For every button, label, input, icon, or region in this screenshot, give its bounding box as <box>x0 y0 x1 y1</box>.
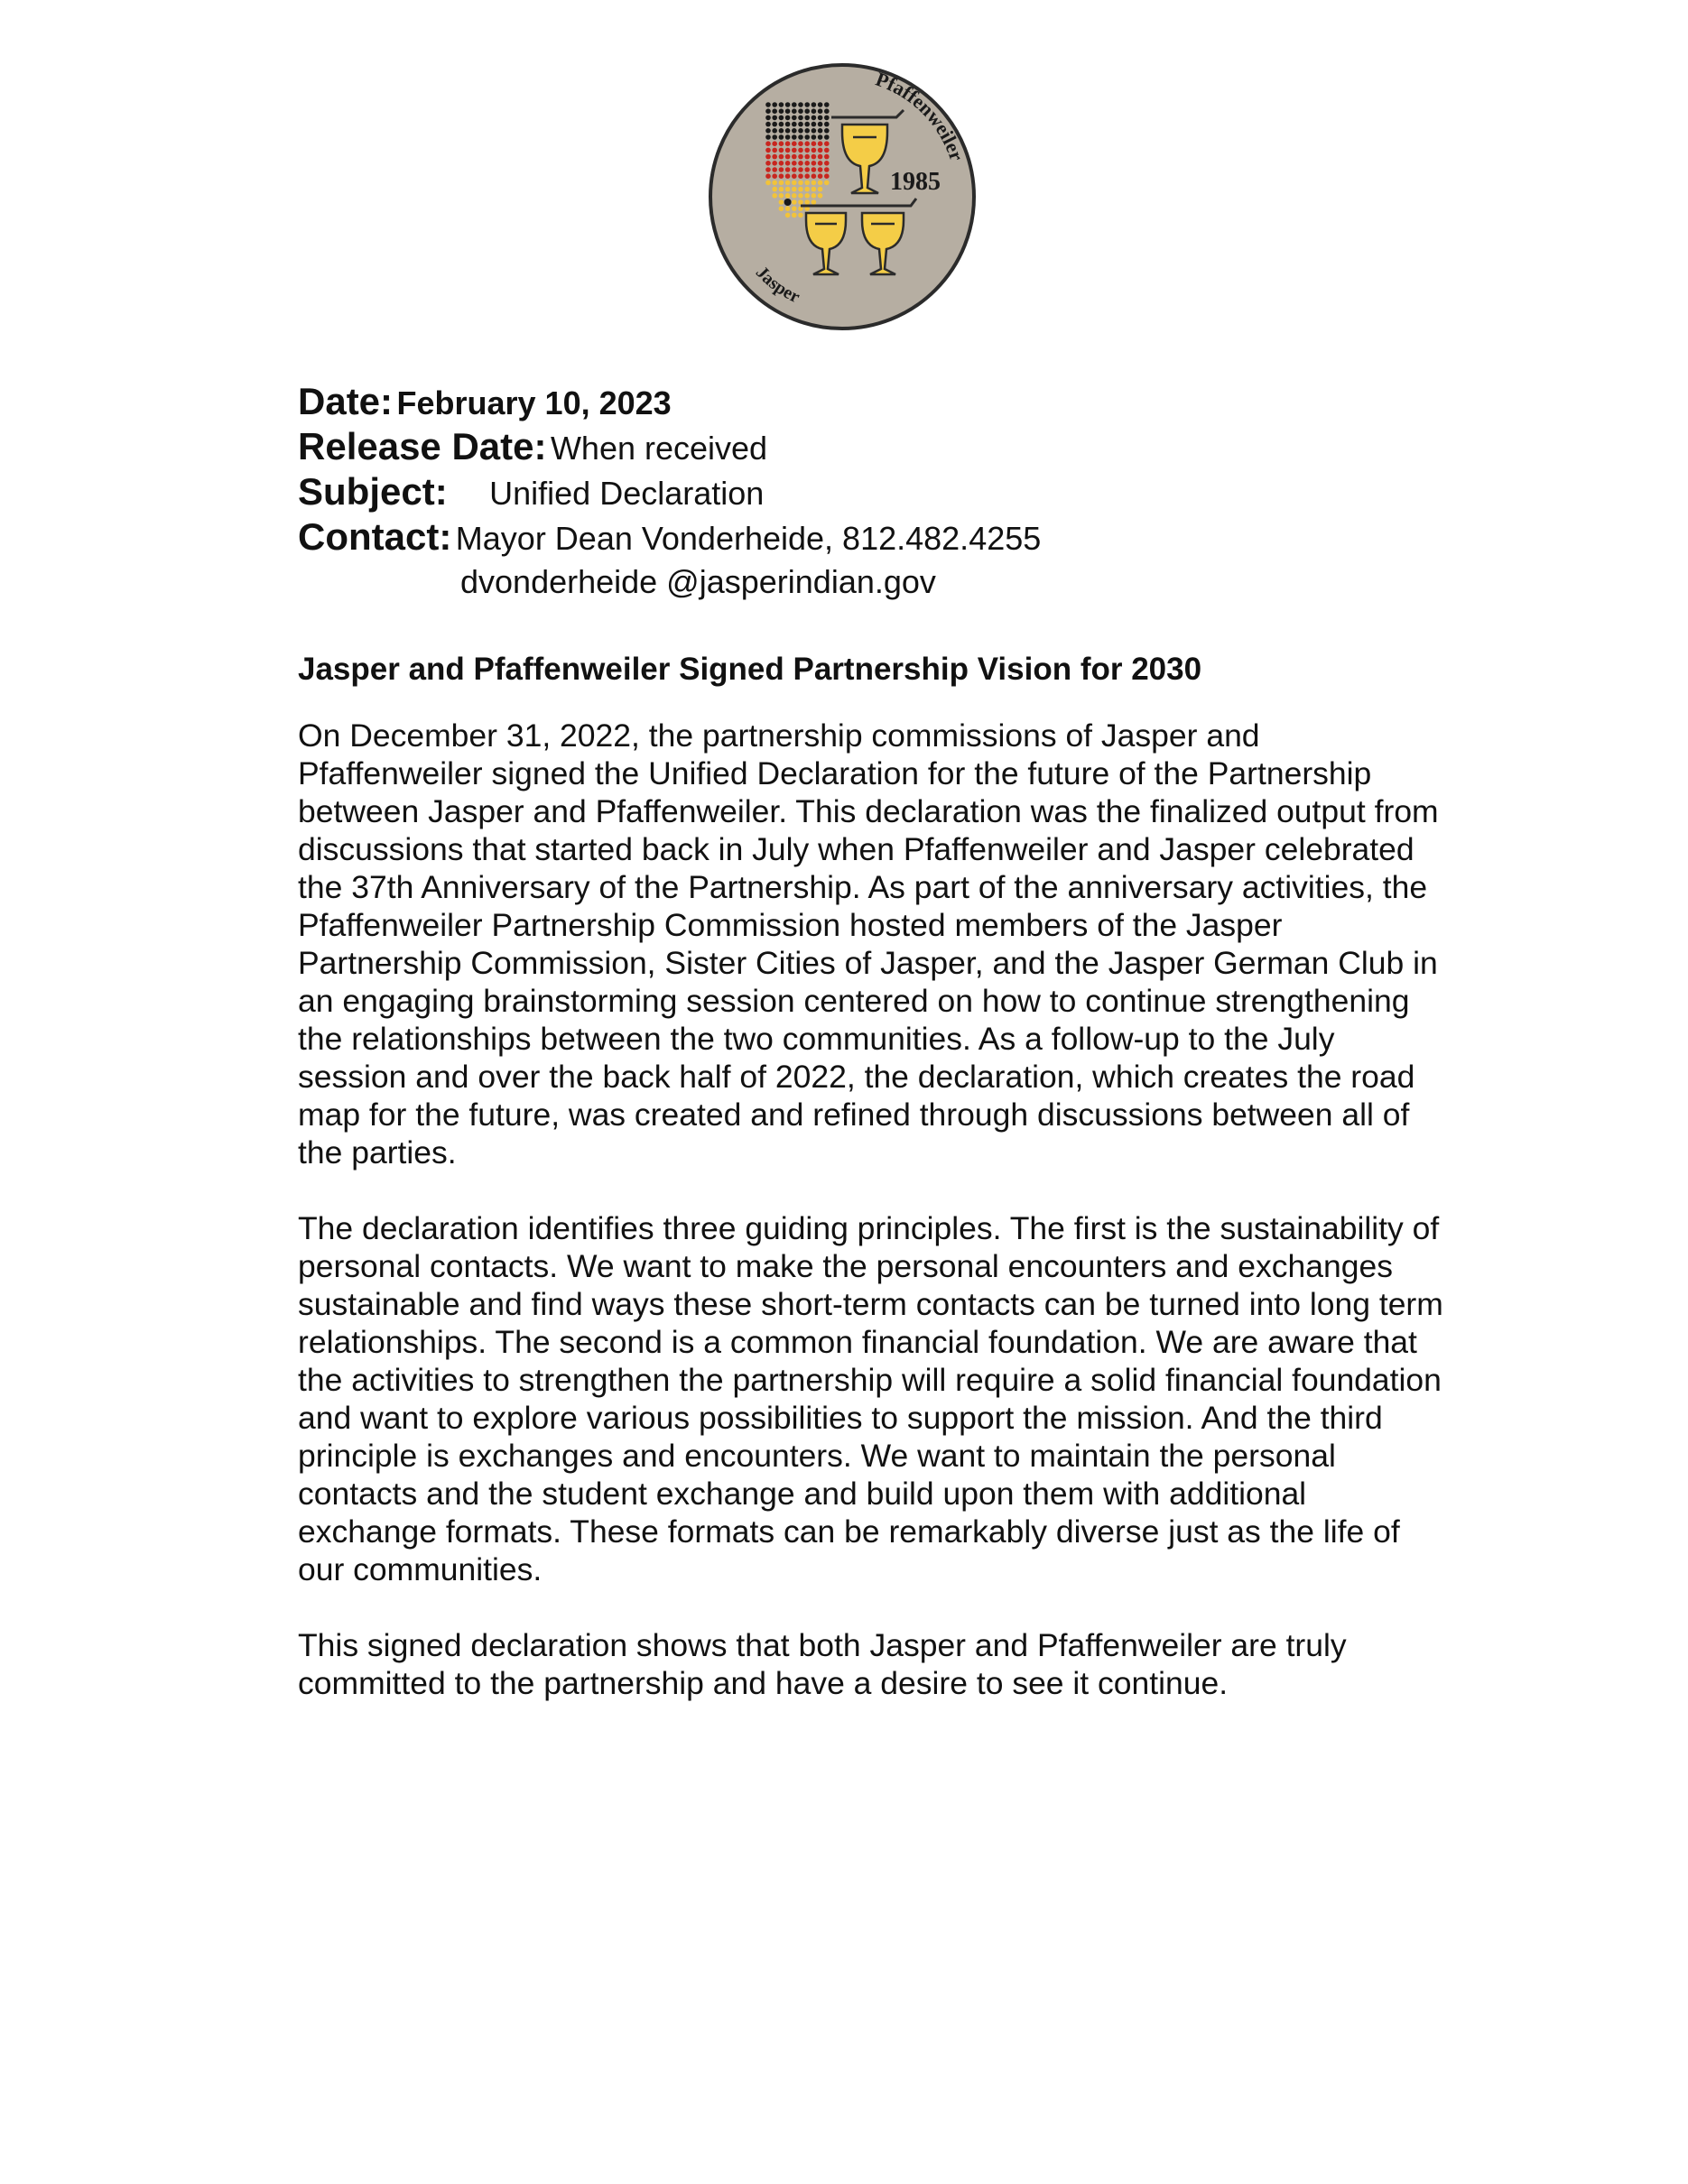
flag-dot <box>798 108 803 114</box>
flag-dot <box>792 134 797 140</box>
subject-label: Subject: <box>298 470 448 513</box>
flag-dot <box>779 199 784 205</box>
press-release-header <box>298 379 1471 605</box>
seal-upper-text: Pfaffenweiler <box>872 67 969 164</box>
flag-dot <box>779 134 784 140</box>
flag-dot <box>792 187 797 192</box>
text-line: Pfaffenweiler signed the Unified Declaration for the future of the Partnership <box>298 755 1372 791</box>
flag-dot <box>818 148 823 153</box>
subject-row <box>298 469 1471 514</box>
flag-dot <box>785 167 791 172</box>
flag-dot <box>772 187 777 192</box>
flag-dot <box>798 167 803 172</box>
flag-dot <box>804 108 810 114</box>
flag-dot <box>772 108 777 114</box>
flag-dot <box>798 213 803 218</box>
flag-dot <box>804 154 810 160</box>
flag-dot <box>779 148 784 153</box>
body-paragraph-2 <box>298 1209 1498 1588</box>
contact-email-row <box>298 560 1471 605</box>
flag-dot <box>779 173 784 179</box>
flag-dot <box>785 108 791 114</box>
flag-dot <box>772 134 777 140</box>
flag-dot <box>785 102 791 107</box>
flag-dot <box>785 154 791 160</box>
flag-dot <box>792 193 797 199</box>
seal-year: 1985 <box>890 168 941 196</box>
flag-dot <box>765 180 771 186</box>
flag-dot <box>792 102 797 107</box>
text-line: This signed declaration shows that both Jasper and Pfaffenweiler are truly <box>298 1627 1347 1663</box>
seal-lower-text: Jasper <box>751 262 803 308</box>
flag-dot <box>765 161 771 166</box>
flag-dot <box>785 193 791 199</box>
flag-dot <box>798 134 803 140</box>
flag-dot <box>779 161 784 166</box>
flag-dot <box>818 108 823 114</box>
text-line: an engaging brainstorming session centered on how to continue strengthening <box>298 983 1410 1019</box>
text-line: the relationships between the two communities. As a follow-up to the July <box>298 1021 1335 1057</box>
body-paragraph-3 <box>298 1626 1498 1702</box>
flag-dot <box>824 128 830 134</box>
flag-dot <box>792 206 797 211</box>
flag-dot <box>792 173 797 179</box>
date-row <box>298 379 1471 424</box>
date-label: Date: <box>298 380 394 422</box>
flag-dot <box>785 173 791 179</box>
text-line: contacts and the student exchange and build upon them with additional <box>298 1476 1307 1512</box>
flag-dot <box>824 141 830 146</box>
flag-dot <box>798 148 803 153</box>
flag-dot <box>804 167 810 172</box>
flag-dot <box>804 134 810 140</box>
flag-dot <box>765 134 771 140</box>
flag-dot <box>765 141 771 146</box>
flag-dot <box>798 122 803 127</box>
body-paragraph-1 <box>298 717 1498 1171</box>
text-line: our communities. <box>298 1551 543 1587</box>
flag-dot <box>812 116 817 121</box>
flag-dot <box>824 134 830 140</box>
flag-dot <box>772 116 777 121</box>
flag-dot <box>772 128 777 134</box>
contact-label: Contact: <box>298 515 452 558</box>
text-line: exchange formats. These formats can be remarkably diverse just as the life of <box>298 1513 1400 1550</box>
flag-dot <box>804 173 810 179</box>
text-line: On December 31, 2022, the partnership commissions of Jasper and <box>298 717 1260 754</box>
flag-dot <box>785 134 791 140</box>
flag-dot <box>804 128 810 134</box>
flag-dot <box>804 148 810 153</box>
flag-dot <box>812 180 817 186</box>
flag-dot <box>785 213 791 218</box>
flag-dot <box>818 173 823 179</box>
flag-dot <box>765 122 771 127</box>
text-line: committed to the partnership and have a desire to see it continue. <box>298 1665 1229 1701</box>
text-line: discussions that started back in July when Pfaffenweiler and Jasper celebrated <box>298 831 1414 867</box>
flag-dot <box>804 199 810 205</box>
flag-dot <box>785 206 791 211</box>
flag-dot <box>779 167 784 172</box>
flag-dot <box>772 180 777 186</box>
flag-dot <box>818 161 823 166</box>
text-line: Partnership Commission, Sister Cities of Jasper, and the Jasper German Club in <box>298 945 1438 981</box>
flag-dot <box>785 122 791 127</box>
flag-dot <box>812 128 817 134</box>
flag-dot <box>812 148 817 153</box>
flag-dot <box>792 108 797 114</box>
flag-dot <box>798 102 803 107</box>
flag-dot <box>798 199 803 205</box>
flag-dot <box>765 116 771 121</box>
text-line: the 37th Anniversary of the Partnership. As part of the anniversary activities, the <box>298 869 1428 905</box>
flag-dot <box>779 102 784 107</box>
flag-dot <box>818 122 823 127</box>
flag-dot <box>792 180 797 186</box>
flag-dot <box>812 102 817 107</box>
text-line: Pfaffenweiler Partnership Commission hosted members of the Jasper <box>298 907 1283 943</box>
flag-dot <box>779 122 784 127</box>
flag-dot <box>798 187 803 192</box>
flag-dot <box>779 141 784 146</box>
flag-dot <box>804 193 810 199</box>
article-headline: Jasper and Pfaffenweiler Signed Partnership Vision for 2030 <box>298 652 1202 687</box>
text-line: and want to explore various possibilities to support the mission. And the third <box>298 1400 1383 1436</box>
flag-dot <box>792 128 797 134</box>
text-line: personal contacts. We want to make the personal encounters and exchanges <box>298 1248 1393 1284</box>
flag-dot <box>785 148 791 153</box>
contact-email: dvonderheide @jasperindian.gov <box>460 563 936 600</box>
flag-dot <box>779 193 784 199</box>
flag-dot <box>812 154 817 160</box>
flag-dot <box>792 116 797 121</box>
release-date-label: Release Date: <box>298 425 547 467</box>
flag-dot <box>812 122 817 127</box>
text-line: The declaration identifies three guiding principles. The first is the sustainability of <box>298 1210 1440 1246</box>
flag-dot <box>772 102 777 107</box>
flag-dot <box>765 108 771 114</box>
contact-row <box>298 514 1471 560</box>
partnership-seal-logo <box>707 61 978 332</box>
flag-dot <box>798 193 803 199</box>
flag-dot <box>779 108 784 114</box>
flag-dot <box>765 148 771 153</box>
flag-dot <box>804 161 810 166</box>
flag-dot <box>785 180 791 186</box>
flag-dot <box>818 134 823 140</box>
text-line: principle is exchanges and encounters. We want to maintain the personal <box>298 1438 1336 1474</box>
flag-dot <box>812 167 817 172</box>
flag-dot <box>772 167 777 172</box>
flag-dot <box>812 141 817 146</box>
flag-dot <box>812 199 817 205</box>
flag-dot <box>772 122 777 127</box>
text-line: session and over the back half of 2022, the declaration, which creates the road <box>298 1059 1415 1095</box>
flag-dot <box>772 173 777 179</box>
flag-dot <box>785 128 791 134</box>
flag-dot <box>792 213 797 218</box>
flag-dot <box>785 161 791 166</box>
flag-dot <box>798 128 803 134</box>
contact-value: Mayor Dean Vonderheide, 812.482.4255 <box>455 520 1042 557</box>
flag-dot <box>792 199 797 205</box>
seal-graphic <box>707 61 978 332</box>
jasper-location-marker <box>784 199 792 206</box>
flag-dot <box>772 148 777 153</box>
flag-dot <box>804 180 810 186</box>
text-line: relationships. The second is a common financial foundation. We are aware that <box>298 1324 1417 1360</box>
flag-dot <box>818 193 823 199</box>
flag-dot <box>792 161 797 166</box>
flag-dot <box>804 122 810 127</box>
release-date-row <box>298 424 1471 469</box>
flag-dot <box>824 102 830 107</box>
flag-dot <box>779 187 784 192</box>
flag-dot <box>779 180 784 186</box>
flag-dot <box>812 193 817 199</box>
flag-dot <box>812 134 817 140</box>
flag-dot <box>785 116 791 121</box>
date-value: February 10, 2023 <box>396 384 672 421</box>
flag-dot <box>804 187 810 192</box>
flag-dot <box>792 122 797 127</box>
flag-dot <box>765 173 771 179</box>
flag-dot <box>779 128 784 134</box>
flag-dot <box>818 116 823 121</box>
flag-dot <box>818 128 823 134</box>
text-line: sustainable and find ways these short-term contacts can be turned into long term <box>298 1286 1443 1322</box>
flag-dot <box>779 154 784 160</box>
flag-dot <box>812 161 817 166</box>
flag-dot <box>812 187 817 192</box>
flag-dot <box>765 102 771 107</box>
flag-dot <box>824 122 830 127</box>
flag-dot <box>804 141 810 146</box>
flag-dot <box>798 116 803 121</box>
flag-dot <box>798 173 803 179</box>
text-line: the activities to strengthen the partnership will require a solid financial foundation <box>298 1362 1442 1398</box>
flag-dot <box>785 187 791 192</box>
flag-dot <box>824 116 830 121</box>
flag-dot <box>798 161 803 166</box>
flag-dot <box>785 141 791 146</box>
flag-dot <box>779 116 784 121</box>
flag-dot <box>779 206 784 211</box>
text-line: map for the future, was created and refined through discussions between all of <box>298 1097 1410 1133</box>
flag-dot <box>792 148 797 153</box>
flag-dot <box>818 154 823 160</box>
flag-dot <box>824 154 830 160</box>
flag-dot <box>818 187 823 192</box>
flag-dot <box>772 141 777 146</box>
flag-dot <box>792 154 797 160</box>
flag-dot <box>792 167 797 172</box>
flag-dot <box>772 193 777 199</box>
flag-dot <box>765 167 771 172</box>
flag-dot <box>824 161 830 166</box>
flag-dot <box>792 141 797 146</box>
text-line: the parties. <box>298 1134 457 1171</box>
release-date-value: When received <box>550 430 768 467</box>
flag-dot <box>765 154 771 160</box>
text-line: between Jasper and Pfaffenweiler. This declaration was the finalized output from <box>298 793 1439 829</box>
flag-dot <box>812 108 817 114</box>
flag-dot <box>772 154 777 160</box>
flag-dot <box>812 173 817 179</box>
flag-dot <box>798 180 803 186</box>
flag-dot <box>798 141 803 146</box>
flag-dot <box>818 102 823 107</box>
flag-dot <box>818 180 823 186</box>
flag-dot <box>765 128 771 134</box>
flag-dot <box>804 116 810 121</box>
flag-dot <box>804 102 810 107</box>
flag-dot <box>824 173 830 179</box>
flag-dot <box>824 108 830 114</box>
flag-dot <box>818 167 823 172</box>
flag-dot <box>824 148 830 153</box>
flag-dot <box>818 141 823 146</box>
flag-dot <box>824 180 830 186</box>
subject-value: Unified Declaration <box>489 475 765 512</box>
flag-dot <box>824 167 830 172</box>
flag-dot <box>772 161 777 166</box>
flag-dot <box>798 154 803 160</box>
